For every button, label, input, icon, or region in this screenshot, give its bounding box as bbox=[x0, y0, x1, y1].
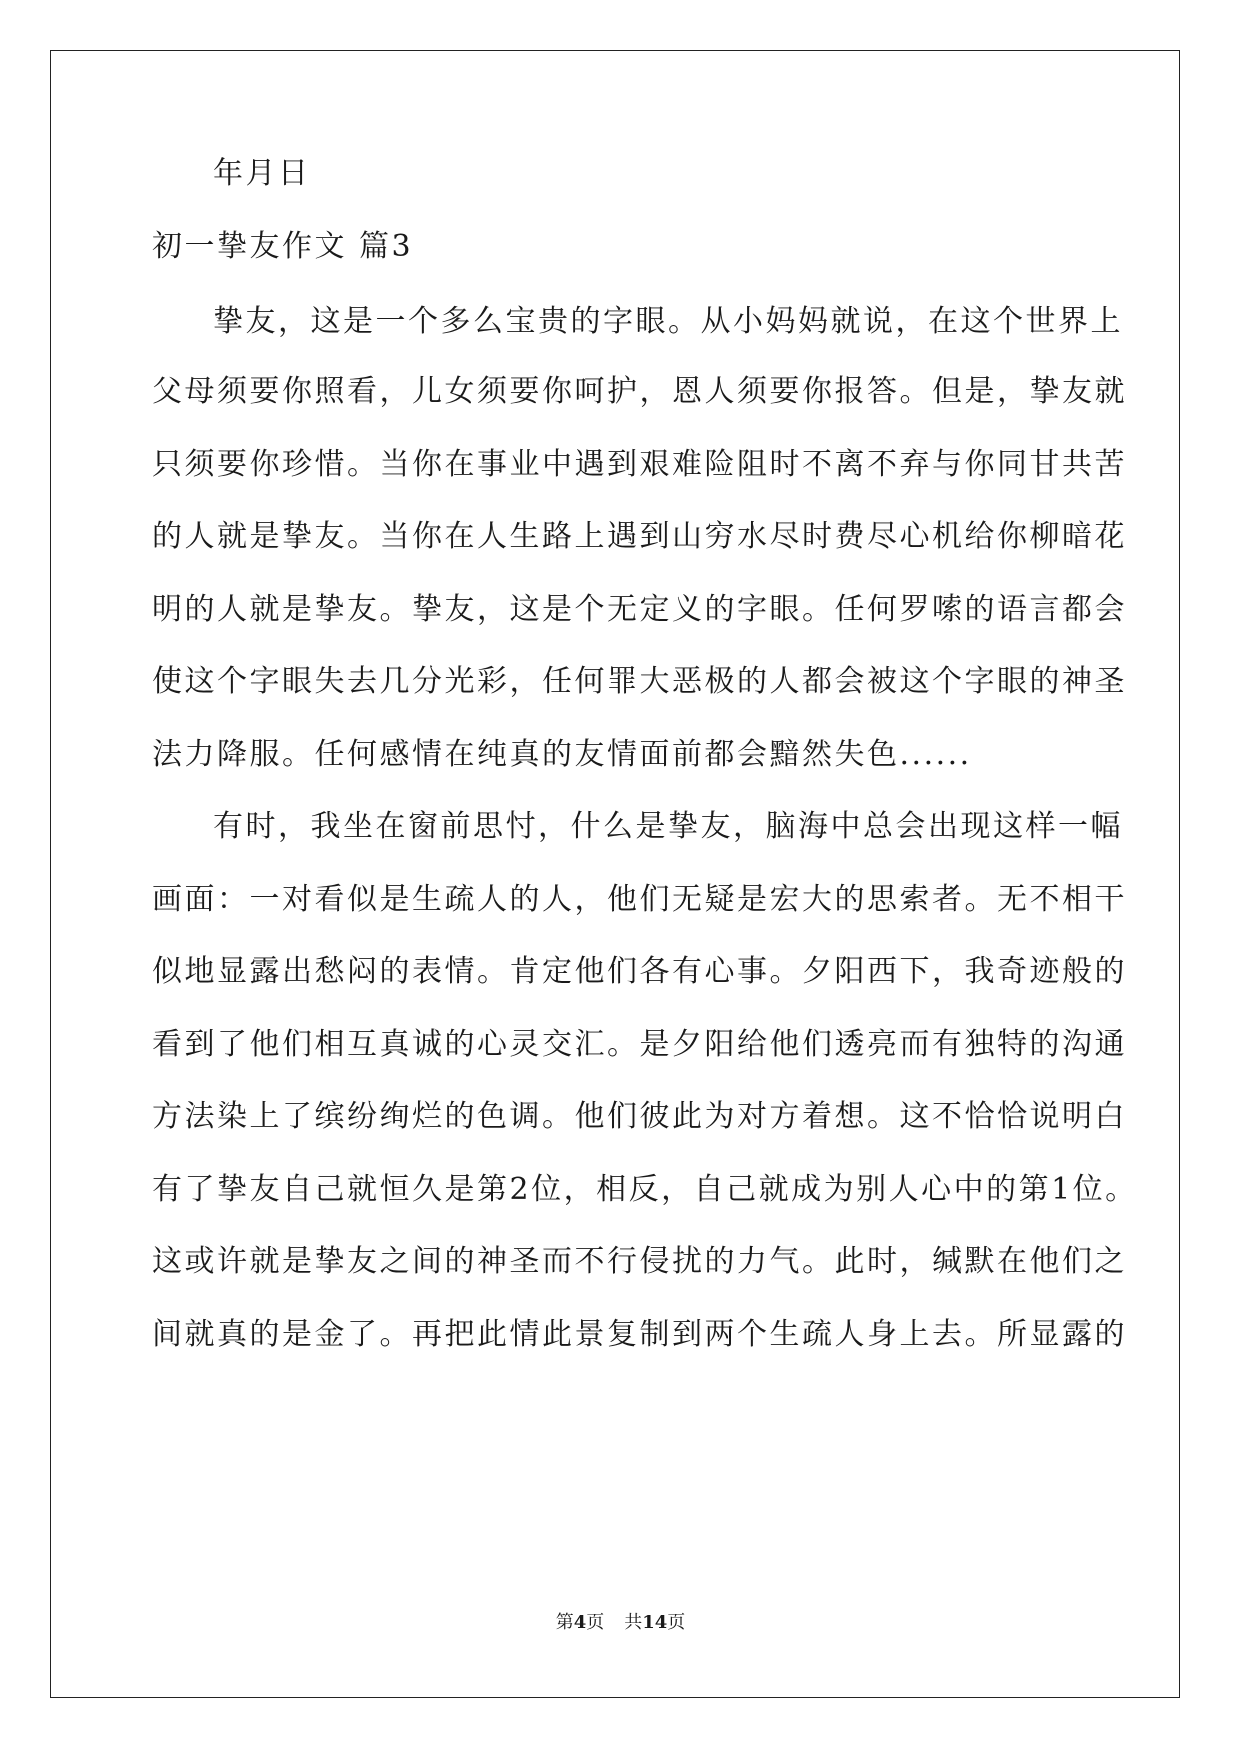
paragraph2-line-2: 画面：一对看似是生疏人的人，他们无疑是宏大的思索者。无不相干 bbox=[152, 882, 1127, 917]
paragraph2-line-4: 看到了他们相互真诚的心灵交汇。是夕阳给他们透亮而有独特的沟通 bbox=[152, 1027, 1127, 1062]
paragraph1-line-4: 的人就是挚友。当你在人生路上遇到山穷水尽时费尽心机给你柳暗花 bbox=[152, 519, 1127, 554]
page-border bbox=[50, 50, 1180, 1698]
paragraph1-line-7: 法力降服。任何感情在纯真的友情面前都会黯然失色...... bbox=[152, 737, 972, 772]
footer-page-prefix: 第 bbox=[555, 1612, 574, 1633]
paragraph2-line-6: 有了挚友自己就恒久是第2位，相反，自己就成为别人心中的第1位。 bbox=[152, 1172, 1138, 1207]
paragraph2-line-3: 似地显露出愁闷的表情。肯定他们各有心事。夕阳西下，我奇迹般的 bbox=[152, 954, 1127, 989]
footer-total-number: 14 bbox=[642, 1612, 668, 1633]
paragraph1-line-2: 父母须要你照看，儿女须要你呵护，恩人须要你报答。但是，挚友就 bbox=[152, 374, 1127, 409]
date-line: 年月日 bbox=[213, 156, 311, 191]
paragraph2-line-5: 方法染上了缤纷绚烂的色调。他们彼此为对方着想。这不恰恰说明白 bbox=[152, 1099, 1127, 1134]
paragraph2-line-1: 有时，我坐在窗前思忖，什么是挚友，脑海中总会出现这样一幅 bbox=[213, 809, 1123, 844]
paragraph1-line-1: 挚友，这是一个多么宝贵的字眼。从小妈妈就说，在这个世界上 bbox=[213, 304, 1123, 339]
paragraph2-line-7: 这或许就是挚友之间的神圣而不行侵扰的力气。此时，缄默在他们之 bbox=[152, 1244, 1127, 1279]
page-footer bbox=[0, 1612, 1241, 1634]
paragraph2-line-8: 间就真的是金了。再把此情此景复制到两个生疏人身上去。所显露的 bbox=[152, 1317, 1127, 1352]
paragraph1-line-6: 使这个字眼失去几分光彩，任何罪大恶极的人都会被这个字眼的神圣 bbox=[152, 664, 1127, 699]
paragraph1-line-5: 明的人就是挚友。挚友，这是个无定义的字眼。任何罗嗦的语言都会 bbox=[152, 592, 1127, 627]
footer-page-number: 4 bbox=[573, 1612, 587, 1633]
footer-page-suffix: 页 bbox=[586, 1612, 605, 1633]
section-heading: 初一挚友作文 篇3 bbox=[152, 229, 414, 264]
footer-total-suffix: 页 bbox=[667, 1612, 686, 1633]
footer-total-prefix: 共 bbox=[624, 1612, 643, 1633]
paragraph1-line-3: 只须要你珍惜。当你在事业中遇到艰难险阻时不离不弃与你同甘共苦 bbox=[152, 447, 1127, 482]
